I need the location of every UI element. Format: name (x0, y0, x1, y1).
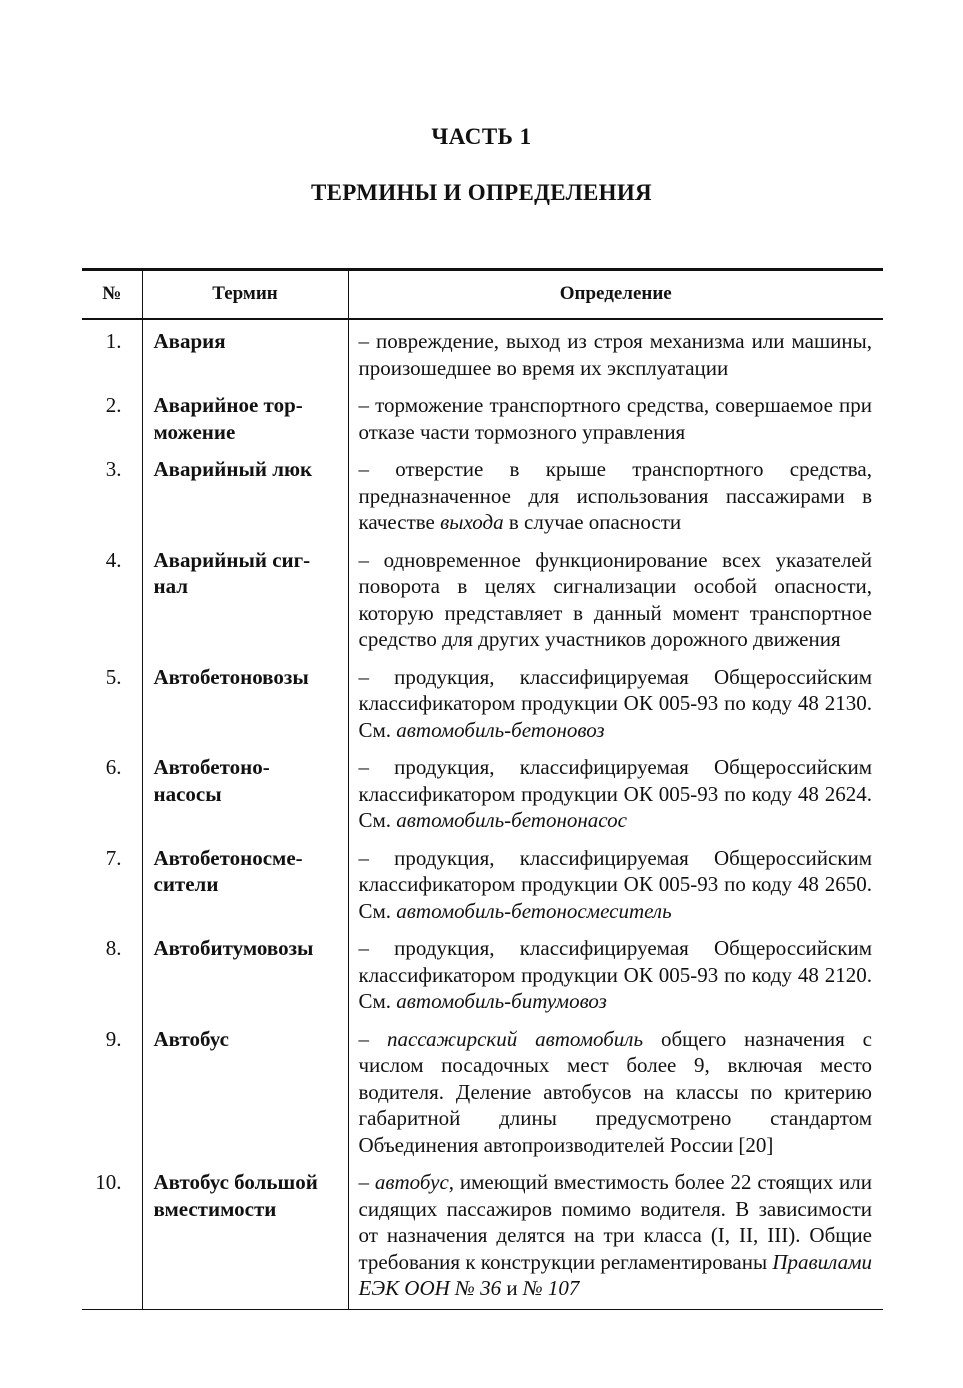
definition-reference: автомобиль-битумовоз (396, 989, 607, 1013)
column-header-definition: Определение (348, 270, 883, 320)
term-cell (142, 748, 348, 839)
table-row (82, 1163, 883, 1309)
definition-cell (348, 450, 883, 541)
row-number: 8. (105, 936, 122, 960)
term-text: Автобитумовозы (153, 936, 314, 960)
definition-text: – отверстие в крыше транспортного средства, предназначенное для использования пассажирами в качестве (358, 457, 872, 534)
definition-reference: выхода (440, 510, 504, 534)
part-title: ЧАСТЬ 1 (431, 124, 532, 149)
table-row (82, 839, 883, 930)
term-text: сители (153, 872, 219, 896)
term-text: Аварийный люк (153, 457, 313, 481)
table-row (82, 386, 883, 450)
definition-text: в случае опасности (503, 510, 682, 534)
table-row (82, 450, 883, 541)
definition-text: – (358, 1170, 375, 1194)
term-cell (142, 839, 348, 930)
definition-reference: автомобиль-бетоновоз (396, 717, 605, 742)
term-cell (142, 1163, 348, 1309)
table-header-row (82, 270, 883, 320)
definition-cell (348, 658, 883, 749)
term-text: насосы (153, 781, 222, 806)
table-row (82, 541, 883, 658)
section-title: ТЕРМИНЫ И ОПРЕДЕЛЕНИЯ (311, 180, 652, 205)
row-number: 7. (105, 845, 122, 870)
definition-cell (348, 1163, 883, 1309)
term-text: Аварийное тор- (153, 393, 303, 417)
definition-cell (348, 748, 883, 839)
term-cell (142, 386, 348, 450)
row-number: 2. (105, 393, 122, 417)
table-body (82, 319, 883, 1309)
definition-reference: автобус (374, 1170, 449, 1194)
term-cell (142, 319, 348, 386)
term-cell (142, 929, 348, 1020)
definition-text: – (358, 1026, 387, 1051)
term-text: Автобетоносме- (153, 845, 303, 870)
definition-reference: автомобиль-бетононасос (396, 808, 627, 832)
definition-text: – продукция, классифицируемая Общероссийским классификатором продукции ОК 005-93 по коду 48 2120. См. (358, 936, 872, 1013)
term-text: Автобус большой (153, 1170, 318, 1194)
row-number: 9. (105, 1026, 122, 1051)
definition-reference: автомобиль-бетоносмеситель (396, 898, 672, 923)
table-row (82, 748, 883, 839)
definition-cell (348, 1020, 883, 1164)
definition-text: – продукция, классифицируемая Общероссийским классификатором продукции ОК 005-93 по коду 48 2130. См. (358, 664, 872, 742)
row-number: 10. (82, 1163, 142, 1309)
table-row (82, 1020, 883, 1164)
term-text: нал (153, 574, 189, 598)
table-row (82, 319, 883, 386)
row-number: 6. (105, 755, 122, 779)
term-text: можение (153, 419, 236, 444)
definition-reference: № 107 (522, 1276, 580, 1300)
definition-text: общего назначения с числом посадочных мест более 9, включая место водителя. Деление автобусов на классы по критерию габаритной длины предусмотрено стандартом Объединения автопроизводителей России [20] (358, 1026, 872, 1157)
table-row (82, 929, 883, 1020)
definition-cell (348, 386, 883, 450)
term-text: вместимости (153, 1196, 277, 1221)
row-number: 3. (105, 457, 122, 481)
row-number: 1. (105, 329, 122, 353)
term-cell (142, 450, 348, 541)
row-number: 4. (105, 547, 122, 572)
terms-table (82, 268, 883, 1310)
term-cell (142, 658, 348, 749)
definition-cell (348, 541, 883, 658)
definition-text: – одновременное функционирование всех указателей поворота в целях сигнализации особой опасности, которую представляет в данный момент транспортное средство для других участников дорожного движения (358, 547, 872, 651)
definition-text: – продукция, классифицируемая Общероссийским классификатором продукции ОК 005-93 по коду 48 2650. См. (358, 845, 872, 923)
definition-text: – продукция, классифицируемая Общероссийским классификатором продукции ОК 005-93 по коду 48 2624. См. (358, 755, 872, 832)
definition-cell (348, 839, 883, 930)
term-cell (142, 541, 348, 658)
term-text: Автобетоно- (153, 755, 270, 779)
definition-reference: Правилами ЕЭК ООН № 36 (358, 1249, 872, 1300)
column-header-number: № (82, 270, 142, 320)
term-cell (142, 1020, 348, 1164)
term-text: Аварийный сиг- (153, 547, 311, 572)
definition-text: – повреждение, выход из строя механизма или машины, произошедшее во время их эксплуатации (358, 329, 872, 380)
definition-text: , имеющий вместимость более 22 стоящих или сидящих пассажиров помимо водителя. В зависимости от назначения делятся на три класса (I, II, III). Общие требования к конструкции регламентированы (358, 1170, 873, 1274)
row-number: 5. (105, 664, 122, 689)
definition-text: и (501, 1276, 523, 1300)
definition-reference: пассажирский автомобиль (386, 1026, 644, 1051)
term-text: Автобетоновозы (153, 664, 309, 689)
definition-cell (348, 929, 883, 1020)
term-text: Авария (153, 329, 226, 353)
definition-cell (348, 319, 883, 386)
column-header-term: Термин (142, 270, 348, 320)
term-text: Автобус (153, 1026, 229, 1051)
definition-text: – торможение транспортного средства, совершаемое при отказе части тормозного управления (358, 393, 872, 444)
table-row (82, 658, 883, 749)
